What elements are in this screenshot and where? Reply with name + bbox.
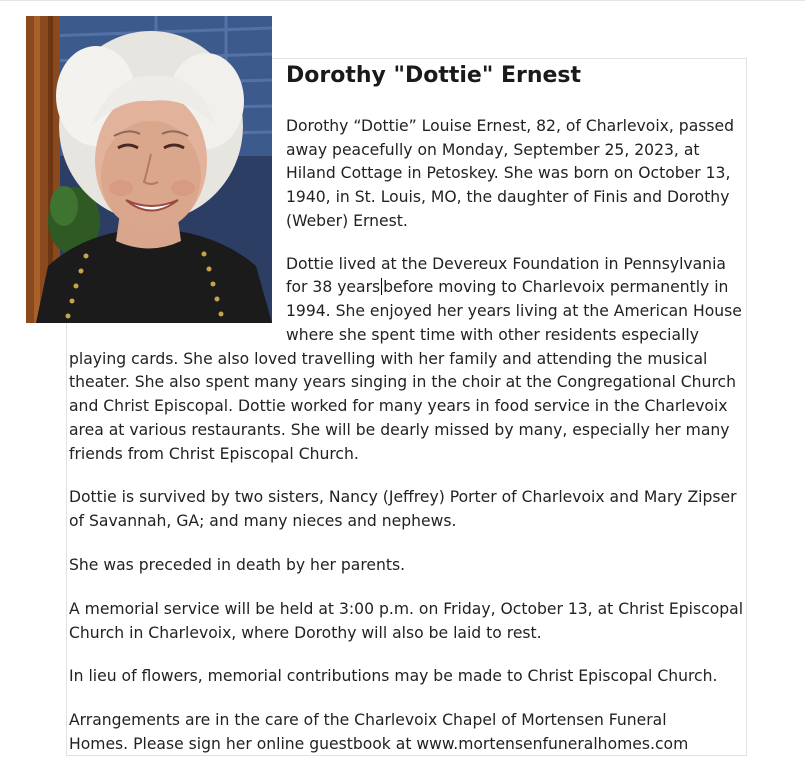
portrait-photo — [26, 16, 272, 323]
paragraph-2-line-4: where she spent time with other residents especially — [286, 326, 699, 344]
obituary-title: Dorothy "Dottie" Ernest — [286, 63, 582, 88]
paragraph-2-line-2 — [286, 277, 728, 297]
paragraph-2-line-1: Dottie lived at the Devereux Foundation in Pennsylvania — [286, 255, 726, 273]
paragraph-1-line-1: Dorothy “Dottie” Louise Ernest, 82, of Charlevoix, passed — [286, 117, 734, 135]
paragraph-7-line-1: Arrangements are in the care of the Charlevoix Chapel of Mortensen Funeral — [69, 711, 667, 729]
paragraph-2-line-7: and Christ Episcopal. Dottie worked for many years in food service in the Charlevoix — [69, 397, 728, 415]
paragraph-7-line-2: Homes. Please sign her online guestbook at www.mortensenfuneralhomes.com — [69, 735, 689, 753]
paragraph-2-line-9: friends from Christ Episcopal Church. — [69, 445, 359, 463]
top-divider — [0, 0, 805, 1]
paragraph-4-line-1: She was preceded in death by her parents. — [69, 556, 406, 574]
text-caret — [381, 278, 382, 295]
paragraph-5-line-2: Church in Charlevoix, where Dorothy will also be laid to rest. — [69, 624, 542, 642]
paragraph-2-line-5: playing cards. She also loved travelling with her family and attending the musical — [69, 350, 708, 368]
paragraph-2-line-6: theater. She also spent many years singing in the choir at the Congregational Church — [69, 373, 736, 391]
paragraph-2-line-2-before-caret: for 38 years — [286, 278, 381, 296]
paragraph-2-line-3: 1994. She enjoyed her years living at the American House — [286, 302, 742, 320]
paragraph-5-line-1: A memorial service will be held at 3:00 p.m. on Friday, October 13, at Christ Episcopal — [69, 600, 744, 618]
paragraph-6-line-1: In lieu of flowers, memorial contributions may be made to Christ Episcopal Church. — [69, 667, 718, 685]
paragraph-1-line-4: 1940, in St. Louis, MO, the daughter of Finis and Dorothy — [286, 188, 730, 206]
paragraph-2-line-2-after-caret: before moving to Charlevoix permanently in — [383, 278, 729, 296]
paragraph-2-line-8: area at various restaurants. She will be dearly missed by many, especially her many — [69, 421, 730, 439]
paragraph-3-line-2: of Savannah, GA; and many nieces and nephews. — [69, 512, 457, 530]
paragraph-1-line-5: (Weber) Ernest. — [286, 212, 408, 230]
paragraph-1-line-3: Hiland Cottage in Petoskey. She was born on October 13, — [286, 164, 731, 182]
paragraph-1-line-2: away peacefully on Monday, September 25, 2023, at — [286, 141, 700, 159]
paragraph-3-line-1: Dottie is survived by two sisters, Nancy (Jeffrey) Porter of Charlevoix and Mary Zipser — [69, 488, 737, 506]
